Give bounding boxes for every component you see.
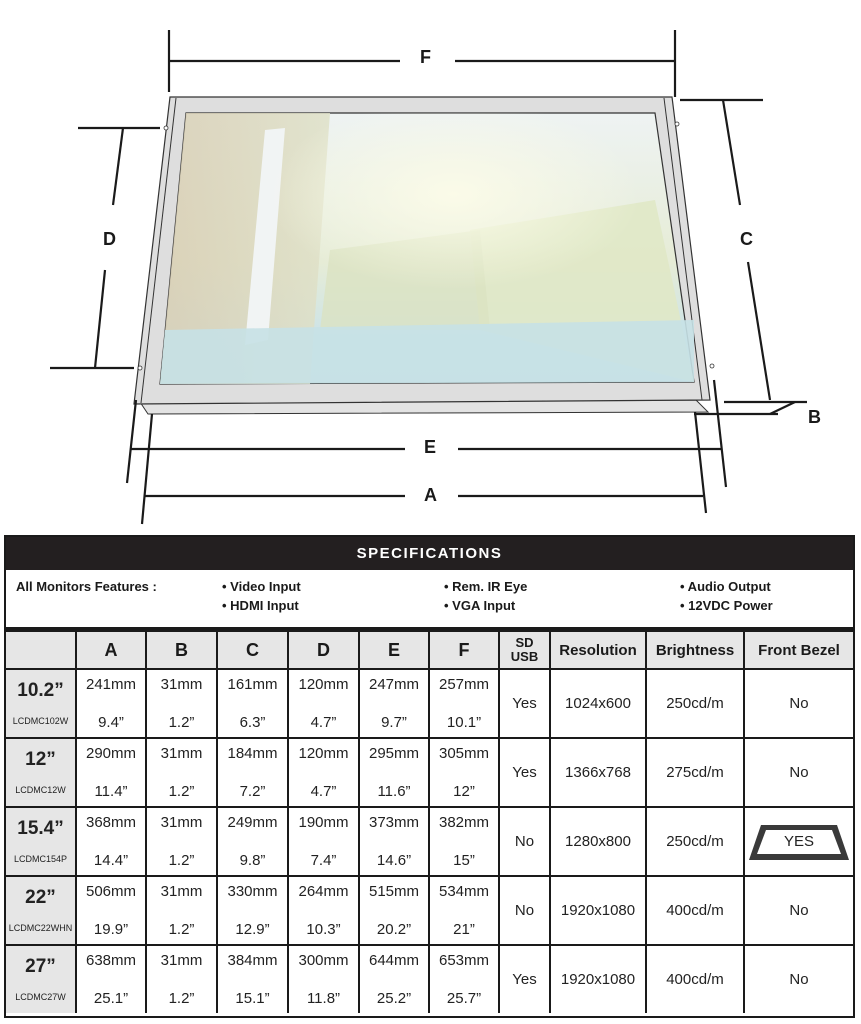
- dim-d-cell: [288, 945, 359, 1013]
- model-cell: [6, 807, 76, 876]
- features-row: [6, 570, 853, 630]
- table-row: [6, 738, 853, 807]
- dim-d-cell: [288, 876, 359, 945]
- dim-d-cell: [288, 738, 359, 807]
- dim-d-cell: [288, 669, 359, 738]
- dim-e-in: 25.2”: [376, 990, 412, 1007]
- specifications-table: [6, 630, 853, 1013]
- dim-c-mm: 330mm: [227, 883, 278, 900]
- dim-d-mm: 300mm: [298, 952, 349, 969]
- dim-b-in: 1.2”: [168, 852, 195, 869]
- dim-c-cell: [217, 807, 288, 876]
- model-cell: [6, 945, 76, 1013]
- dim-e-mm: 247mm: [368, 676, 420, 693]
- dim-c-cell: [217, 876, 288, 945]
- screen-size: 27”: [25, 956, 56, 977]
- dim-e-mm: 515mm: [368, 883, 420, 900]
- dim-f-cell: [429, 669, 499, 738]
- dim-c-cell: [217, 738, 288, 807]
- front-bezel-cell: [744, 876, 853, 945]
- feature-item: • Video Input: [222, 579, 301, 594]
- dim-a-mm: 506mm: [85, 883, 137, 900]
- dimension-label-c: C: [740, 229, 753, 249]
- dim-b-mm: 31mm: [160, 814, 203, 831]
- front-bezel-value: No: [789, 695, 809, 712]
- dim-e-mm: 373mm: [368, 814, 420, 831]
- dim-e-cell: [359, 807, 429, 876]
- dim-b-cell: [146, 807, 217, 876]
- resolution-cell: 1366x768: [550, 738, 646, 807]
- dim-a-in: 9.4”: [98, 714, 124, 731]
- model-number: LCDMC27W: [15, 992, 66, 1002]
- model-number: LCDMC12W: [15, 785, 66, 795]
- dim-b-cell: [146, 945, 217, 1013]
- dim-b-cell: [146, 738, 217, 807]
- front-bezel-icon: [747, 822, 851, 862]
- model-cell: [6, 738, 76, 807]
- header-cell-brightness: Brightness: [646, 631, 744, 669]
- features-label: All Monitors Features :: [16, 579, 157, 594]
- dim-e-mm: 295mm: [368, 745, 420, 762]
- resolution-cell: 1920x1080: [550, 876, 646, 945]
- dim-c-in: 7.2”: [239, 783, 266, 800]
- sd-usb-cell: Yes: [499, 738, 550, 807]
- dim-d-mm: 190mm: [298, 814, 349, 831]
- screen-size: 10.2”: [17, 680, 64, 701]
- resolution-cell: 1280x800: [550, 807, 646, 876]
- model-number: LCDMC22WHN: [8, 923, 73, 933]
- feature-item: • 12VDC Power: [680, 598, 773, 613]
- front-bezel-value: No: [789, 764, 809, 781]
- dim-f-mm: 653mm: [438, 952, 490, 969]
- dim-a-cell: [76, 876, 146, 945]
- sd-usb-cell: Yes: [499, 945, 550, 1013]
- header-cell-c: C: [217, 631, 288, 669]
- dim-b-cell: [146, 669, 217, 738]
- dim-d-mm: 120mm: [298, 676, 349, 693]
- model-number: LCDMC154P: [13, 854, 68, 864]
- dim-f-cell: [429, 945, 499, 1013]
- dim-e-cell: [359, 945, 429, 1013]
- dim-c-in: 9.8”: [239, 852, 266, 869]
- dim-e-cell: [359, 876, 429, 945]
- dim-d-in: 11.8”: [306, 990, 341, 1007]
- feature-item: • VGA Input: [444, 598, 516, 613]
- table-row: [6, 807, 853, 876]
- dim-b-in: 1.2”: [168, 990, 195, 1007]
- dim-c-mm: 249mm: [227, 814, 278, 831]
- resolution-cell: 1024x600: [550, 669, 646, 738]
- brightness-cell: 400cd/m: [646, 945, 744, 1013]
- dim-c-in: 15.1”: [235, 990, 270, 1007]
- dim-d-in: 7.4”: [310, 852, 337, 869]
- dim-f-in: 15”: [453, 852, 475, 869]
- brightness-cell: 250cd/m: [646, 807, 744, 876]
- dim-a-cell: [76, 807, 146, 876]
- table-header-row: [6, 631, 853, 669]
- dim-c-mm: 184mm: [227, 745, 278, 762]
- dim-e-cell: [359, 669, 429, 738]
- dim-a-cell: [76, 669, 146, 738]
- header-cell-e: E: [359, 631, 429, 669]
- dimension-label-a: A: [424, 485, 437, 505]
- brightness-cell: 275cd/m: [646, 738, 744, 807]
- dim-f-in: 10.1”: [446, 714, 482, 731]
- dim-f-mm: 382mm: [438, 814, 490, 831]
- dim-b-mm: 31mm: [160, 883, 203, 900]
- dim-f-in: 25.7”: [446, 990, 482, 1007]
- dim-a-cell: [76, 738, 146, 807]
- dim-e-mm: 644mm: [368, 952, 420, 969]
- front-bezel-cell: [744, 807, 853, 876]
- feature-item: • HDMI Input: [222, 598, 299, 613]
- dim-b-mm: 31mm: [160, 745, 203, 762]
- dim-d-in: 4.7”: [310, 783, 337, 800]
- dim-a-cell: [76, 945, 146, 1013]
- dim-c-cell: [217, 945, 288, 1013]
- front-bezel-value: YES: [783, 832, 814, 850]
- front-bezel-cell: [744, 738, 853, 807]
- dim-c-mm: 161mm: [227, 676, 278, 693]
- dim-e-in: 20.2”: [376, 921, 412, 938]
- resolution-cell: 1920x1080: [550, 945, 646, 1013]
- dim-a-mm: 290mm: [85, 745, 137, 762]
- dim-a-in: 14.4”: [93, 852, 129, 869]
- dim-b-in: 1.2”: [168, 783, 195, 800]
- dim-f-cell: [429, 876, 499, 945]
- specifications-panel: [4, 535, 855, 1018]
- header-cell-front-bezel: Front Bezel: [744, 631, 853, 669]
- header-cell-f: F: [429, 631, 499, 669]
- dim-f-mm: 534mm: [438, 883, 490, 900]
- dim-b-mm: 31mm: [160, 676, 203, 693]
- dim-b-in: 1.2”: [168, 714, 195, 731]
- feature-item: • Audio Output: [680, 579, 771, 594]
- dimension-label-b: B: [808, 407, 821, 427]
- dim-b-mm: 31mm: [160, 952, 203, 969]
- dim-f-mm: 257mm: [438, 676, 490, 693]
- dim-e-in: 14.6”: [376, 852, 412, 869]
- screen-size: 22”: [25, 887, 56, 908]
- dim-e-cell: [359, 738, 429, 807]
- front-bezel-cell: [744, 945, 853, 1013]
- dimension-label-d: D: [103, 229, 116, 249]
- screen-size: 12”: [25, 749, 56, 770]
- brightness-cell: 400cd/m: [646, 876, 744, 945]
- dim-d-mm: 120mm: [298, 745, 349, 762]
- dim-a-in: 11.4”: [94, 783, 128, 800]
- dim-f-in: 12”: [453, 783, 475, 800]
- dim-c-cell: [217, 669, 288, 738]
- sd-usb-cell: No: [499, 876, 550, 945]
- sd-usb-cell: No: [499, 807, 550, 876]
- specifications-title: SPECIFICATIONS: [6, 537, 853, 570]
- table-row: [6, 669, 853, 738]
- dim-a-in: 19.9”: [93, 921, 129, 938]
- model-number: LCDMC102W: [12, 716, 69, 726]
- header-cell-b: B: [146, 631, 217, 669]
- front-bezel-value: No: [789, 902, 809, 919]
- dim-d-cell: [288, 807, 359, 876]
- dim-e-in: 9.7”: [381, 714, 407, 731]
- table-row: [6, 876, 853, 945]
- dim-a-in: 25.1”: [93, 990, 129, 1007]
- dimension-label-e: E: [424, 437, 437, 457]
- dim-d-in: 10.3”: [306, 921, 341, 938]
- dim-c-in: 6.3”: [239, 714, 266, 731]
- dim-b-in: 1.2”: [168, 921, 195, 938]
- dim-f-mm: 305mm: [438, 745, 490, 762]
- model-cell: [6, 876, 76, 945]
- dim-d-in: 4.7”: [310, 714, 337, 731]
- table-row: [6, 945, 853, 1013]
- dim-a-mm: 241mm: [85, 676, 137, 693]
- front-bezel-value: No: [789, 971, 809, 988]
- dim-d-mm: 264mm: [298, 883, 349, 900]
- dim-f-cell: [429, 738, 499, 807]
- dim-a-mm: 368mm: [85, 814, 137, 831]
- model-cell: [6, 669, 76, 738]
- dim-e-in: 11.6”: [377, 783, 411, 800]
- dimension-label-f: F: [420, 47, 431, 67]
- dim-c-mm: 384mm: [227, 952, 278, 969]
- dim-f-cell: [429, 807, 499, 876]
- dim-a-mm: 638mm: [85, 952, 137, 969]
- sd-usb-cell: Yes: [499, 669, 550, 738]
- feature-item: • Rem. IR Eye: [444, 579, 528, 594]
- dim-b-cell: [146, 876, 217, 945]
- dim-f-in: 21”: [453, 921, 475, 938]
- header-cell-sd-usb: SD USB: [499, 631, 550, 669]
- header-cell-d: D: [288, 631, 359, 669]
- dim-c-in: 12.9”: [235, 921, 270, 938]
- brightness-cell: 250cd/m: [646, 669, 744, 738]
- header-cell-a: A: [76, 631, 146, 669]
- front-bezel-cell: [744, 669, 853, 738]
- screen-size: 15.4”: [17, 818, 64, 839]
- header-cell-resolution: Resolution: [550, 631, 646, 669]
- header-cell-empty: [6, 631, 76, 669]
